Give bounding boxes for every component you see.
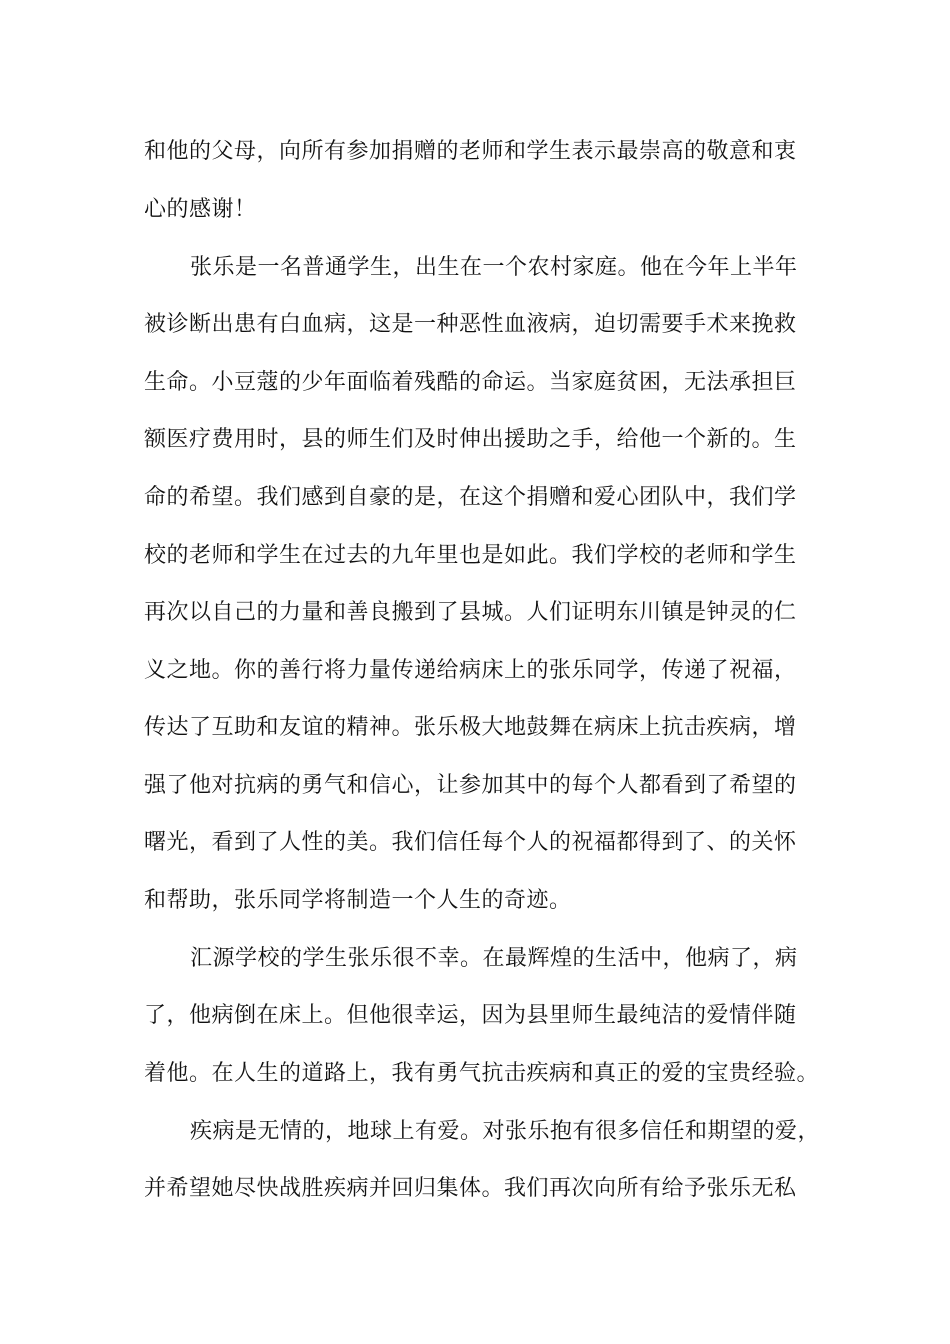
- paragraph-first-line: 汇源学校的学生张乐很不幸。在最辉煌的生活中，他病了，病: [190, 946, 798, 971]
- paragraph-first-line: 疾病是无情的，地球上有爱。对张乐抱有很多信任和期望的爱，: [190, 1119, 821, 1144]
- text-line: 被诊断出患有白血病，这是一种恶性血液病，迫切需要手术来挽救: [144, 312, 797, 337]
- text-line: 传达了互助和友谊的精神。张乐极大地鼓舞在病床上抗击疾病，增: [144, 715, 797, 740]
- text-line: 着他。在人生的道路上，我有勇气抗击疾病和真正的爱的宝贵经验。: [144, 1061, 820, 1086]
- text-line: 心的感谢！: [144, 197, 257, 222]
- text-line: 强了他对抗病的勇气和信心，让参加其中的每个人都看到了希望的: [144, 773, 797, 798]
- text-line: 再次以自己的力量和善良搬到了县城。人们证明东川镇是钟灵的仁: [144, 600, 797, 625]
- text-line: 并希望她尽快战胜疾病并回归集体。我们再次向所有给予张乐无私: [144, 1176, 797, 1201]
- text-line: 生命。小豆蔻的少年面临着残酷的命运。当家庭贫困，无法承担巨: [144, 370, 797, 395]
- text-line: 和帮助，张乐同学将制造一个人生的奇迹。: [144, 888, 572, 913]
- text-line: 校的老师和学生在过去的九年里也是如此。我们学校的老师和学生: [144, 543, 797, 568]
- text-line: 和他的父母，向所有参加捐赠的老师和学生表示最崇高的敬意和衷: [144, 139, 797, 164]
- paragraph-first-line: 张乐是一名普通学生，出生在一个农村家庭。他在今年上半年: [190, 255, 798, 280]
- text-line: 了，他病倒在床上。但他很幸运，因为县里师生最纯洁的爱情伴随: [144, 1003, 797, 1028]
- text-line: 曙光，看到了人性的美。我们信任每个人的祝福都得到了、的关怀: [144, 830, 797, 855]
- text-line: 命的希望。我们感到自豪的是，在这个捐赠和爱心团队中，我们学: [144, 485, 797, 510]
- text-line: 义之地。你的善行将力量传递给病床上的张乐同学，传递了祝福，: [144, 658, 797, 683]
- text-line: 额医疗费用时，县的师生们及时伸出援助之手，给他一个新的。生: [144, 427, 797, 452]
